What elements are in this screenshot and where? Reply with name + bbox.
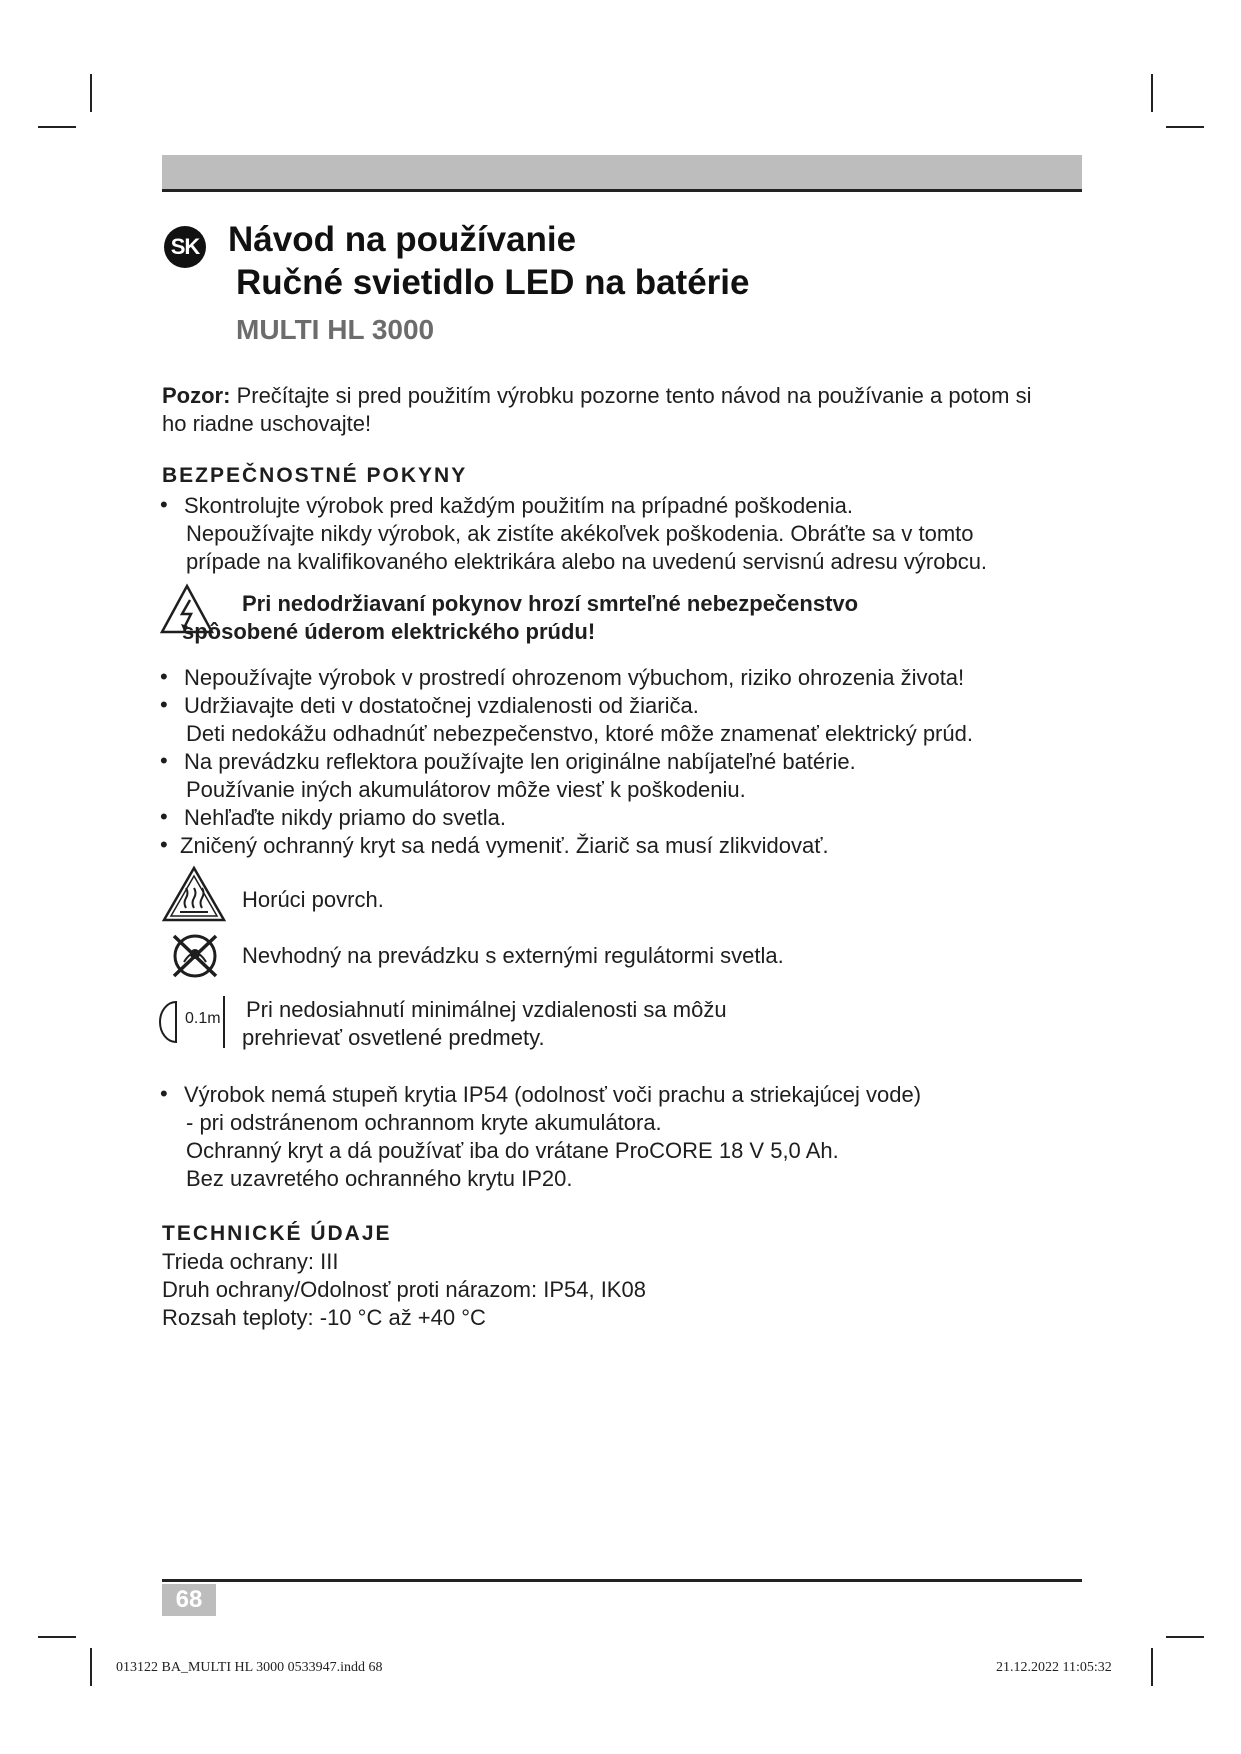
intro-line-1 <box>162 382 1031 410</box>
distance-text-line-2: prehrievať osvetlené predmety. <box>242 1025 545 1050</box>
safety-item-4-line-2: Používanie iných akumulátorov môže viesť k poškodeniu. <box>186 777 746 802</box>
page-title: Návod na používanie <box>228 220 577 259</box>
safety-item-3-line-1: Udržiavajte deti v dostatočnej vzdialenosti od žiariča. <box>184 693 699 718</box>
safety-item-1-line-3: prípade na kvalifikovaného elektrikára alebo na uvedenú servisnú adresu výrobcu. <box>186 549 988 574</box>
bullet: • <box>160 492 168 517</box>
intro-label: Pozor: <box>162 383 231 408</box>
bullet: • <box>160 832 168 857</box>
safety-item-6: Zničený ochranný kryt sa nedá vymeniť. Žiarič sa musí zlikvidovať. <box>180 833 829 858</box>
crop-mark <box>90 1648 92 1686</box>
tech-heading: TECHNICKÉ ÚDAJE <box>162 1222 392 1245</box>
safety-item-1-line-2: Nepoužívajte nikdy výrobok, ak zistíte akékoľvek poškodenia. Obráťte sa v tomto <box>186 521 974 546</box>
safety-item-3-line-2: Deti nedokážu odhadnúť nebezpečenstvo, ktoré môže znamenať elektrický prúd. <box>186 721 973 746</box>
page-number: 68 <box>162 1584 216 1616</box>
date-slug: 21.12.2022 11:05:32 <box>996 1660 1112 1675</box>
warning-line-2: spôsobené úderom elektrického prúdu! <box>182 619 596 644</box>
bullet: • <box>160 804 168 829</box>
tech-row: Rozsah teploty: -10 °C až +40 °C <box>162 1305 486 1330</box>
intro-text: Prečítajte si pred použitím výrobku pozorne tento návod na používanie a potom si <box>230 383 1032 408</box>
bullet: • <box>160 1081 168 1106</box>
distance-text-line-1: Pri nedosiahnutí minimálnej vzdialenosti sa môžu <box>246 997 727 1022</box>
tech-row: Trieda ochrany: III <box>162 1249 339 1274</box>
bullet: • <box>160 664 168 689</box>
ip-line-1: Výrobok nemá stupeň krytia IP54 (odolnosť voči prachu a striekajúcej vode) <box>184 1082 922 1107</box>
tech-row: Druh ochrany/Odolnosť proti nárazom: IP54, IK08 <box>162 1277 646 1302</box>
crop-mark <box>1151 74 1153 112</box>
bullet: • <box>160 692 168 717</box>
safety-item-4-line-1: Na prevádzku reflektora používajte len originálne nabíjateľné batérie. <box>184 749 856 774</box>
language-badge: SK <box>164 226 206 268</box>
ip-line-2: - pri odstránenom ochrannom kryte akumulátora. <box>186 1110 662 1135</box>
safety-item-5: Nehľaďte nikdy priamo do svetla. <box>184 805 506 830</box>
distance-label: 0.1m <box>185 1010 221 1027</box>
page-subtitle: Ručné svietidlo LED na batérie <box>236 263 750 302</box>
warning-line-1: Pri nedodržiavaní pokynov hrozí smrteľné nebezpečenstvo <box>242 591 859 616</box>
no-dimmer-text: Nevhodný na prevádzku s externými regulátormi svetla. <box>242 943 784 968</box>
no-dimmer-icon <box>170 932 220 980</box>
bullet: • <box>160 748 168 773</box>
crop-mark <box>1166 1636 1204 1638</box>
hot-surface-text: Horúci povrch. <box>242 887 384 912</box>
crop-mark <box>1151 1648 1153 1686</box>
safety-item-2: Nepoužívajte výrobok v prostredí ohrozenom výbuchom, riziko ohrozenia života! <box>184 665 965 690</box>
model-name: MULTI HL 3000 <box>236 314 435 345</box>
crop-mark <box>38 126 76 128</box>
crop-mark <box>1166 126 1204 128</box>
hot-surface-icon <box>162 866 226 922</box>
safety-heading: BEZPEČNOSTNÉ POKYNY <box>162 464 468 487</box>
crop-mark <box>90 74 92 112</box>
header-band <box>162 155 1082 192</box>
intro-line-2: ho riadne uschovajte! <box>162 411 372 436</box>
footer-rule <box>162 1579 1082 1582</box>
ip-line-3: Ochranný kryt a dá používať iba do vrátane ProCORE 18 V 5,0 Ah. <box>186 1138 839 1163</box>
safety-item-1-line-1: Skontrolujte výrobok pred každým použitím na prípadné poškodenia. <box>184 493 853 518</box>
ip-line-4: Bez uzavretého ochranného krytu IP20. <box>186 1166 573 1191</box>
file-slug: 013122 BA_MULTI HL 3000 0533947.indd 68 <box>116 1660 383 1675</box>
crop-mark <box>38 1636 76 1638</box>
